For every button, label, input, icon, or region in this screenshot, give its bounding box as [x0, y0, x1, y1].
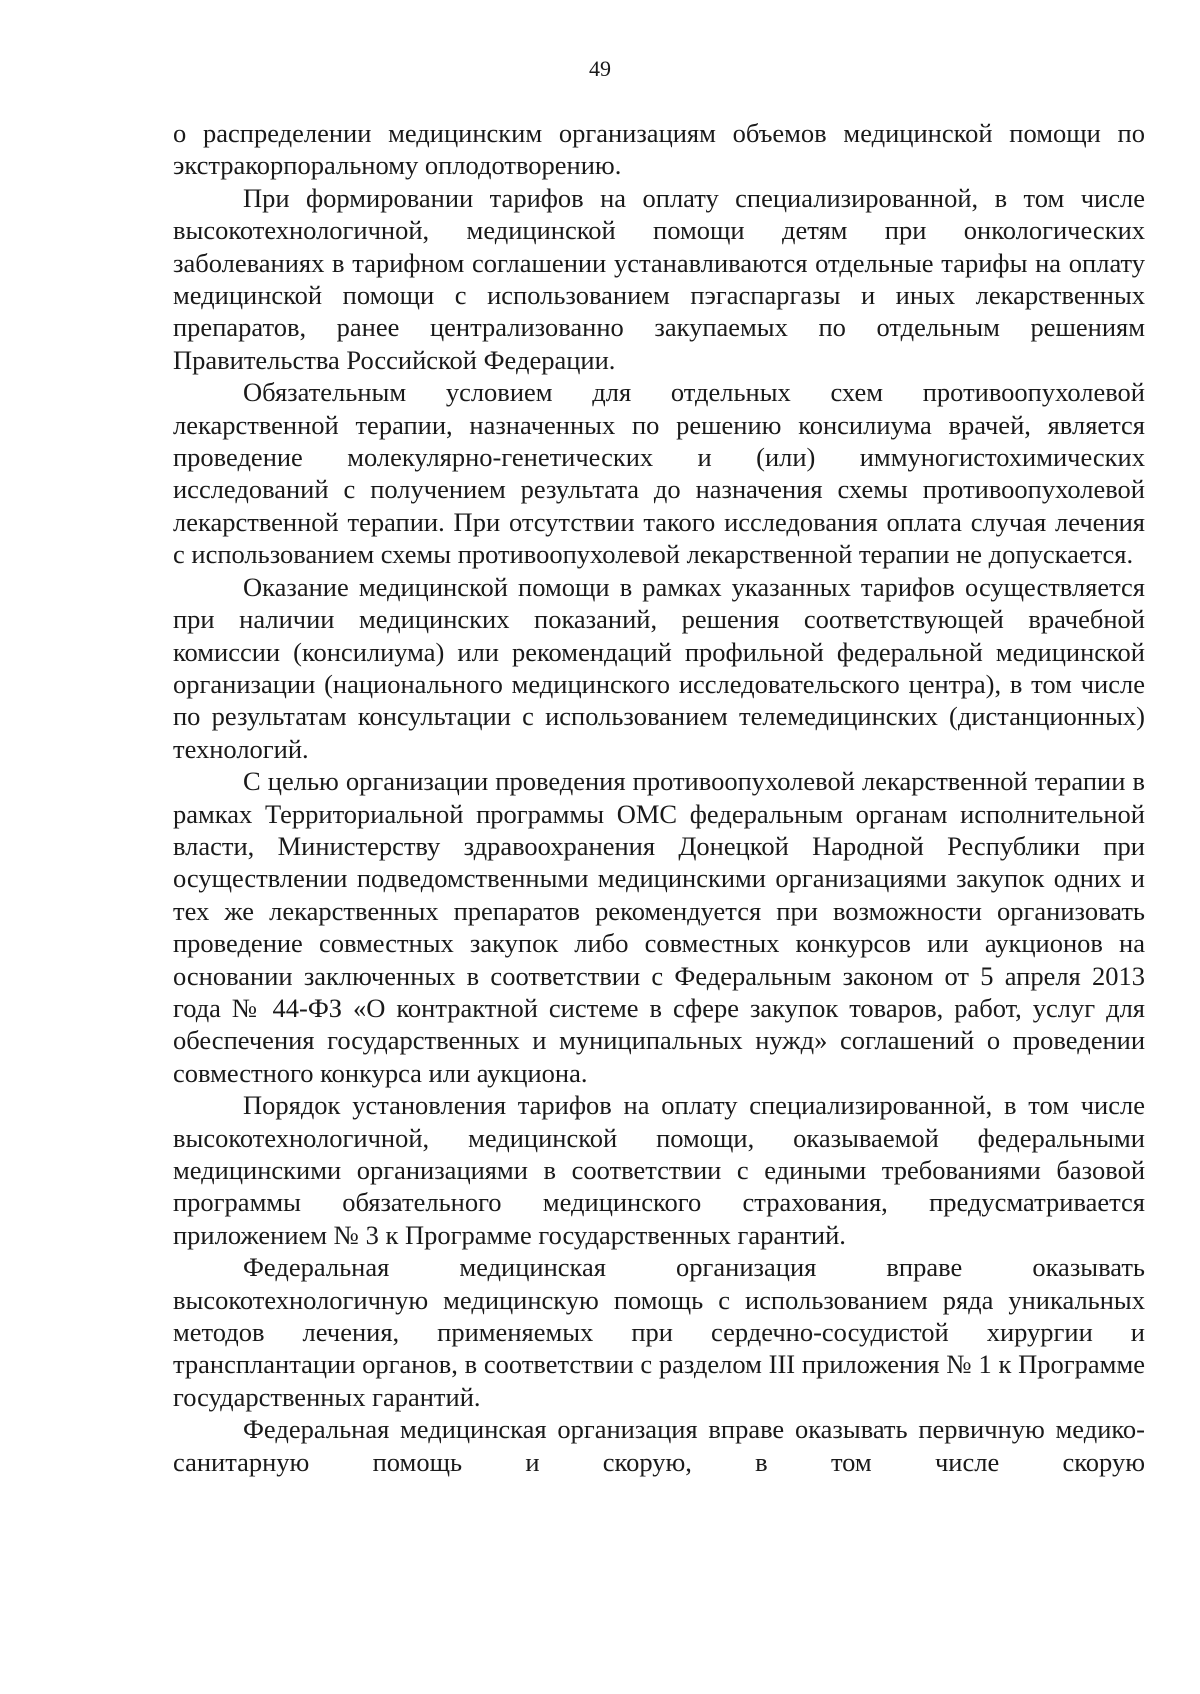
- paragraph-joint-procurement: С целью организации проведения противоопухолевой лекарственной терапии в рамках Территориальной программы ОМС федеральным органам исполнительной власти, Министерству здравоохранения Донецкой Народной Республики при осуществлении подведомственными медицинскими организациями закупок одних и тех же лекарственных препаратов рекомендуется при возможности организовать проведение совместных закупок либо совместных конкурсов или аукционов на основании заключенных в соответствии с Федеральным законом от 5 апреля 2013 года № 44-ФЗ «О контрактной системе в сфере закупок товаров, работ, услуг для обеспечения государственных и муниципальных нужд» соглашений о проведении совместного конкурса или аукциона.: [173, 766, 1145, 1088]
- paragraph-tariffs-children-oncology: При формировании тарифов на оплату специализированной, в том числе высокотехнологичной, медицинской помощи детям при онкологических заболеваниях в тарифном соглашении устанавливаются отдельные тарифы на оплату медицинской помощи с использованием пэгаспаргазы и иных лекарственных препаратов, ранее централизованно закупаемых по отдельным решениям Правительства Российской Федерации.: [173, 182, 1145, 375]
- paragraph-continuation: о распределении медицинским организациям объемов медицинской помощи по экстракорпоральному оплодотворению.: [173, 118, 1145, 181]
- paragraph-primary-care: Федеральная медицинская организация вправе оказывать первичную медико-санитарную помощь и скорую, в том числе скорую: [173, 1414, 1145, 1477]
- paragraph-unique-methods: Федеральная медицинская организация вправе оказывать высокотехнологичную медицинскую помощь с использованием ряда уникальных методов лечения, применяемых при сердечно-сосудистой хирургии и трансплантации органов, в соответствии с разделом III приложения № 1 к Программе государственных гарантий.: [173, 1252, 1145, 1412]
- paragraph-medical-indications: Оказание медицинской помощи в рамках указанных тарифов осуществляется при наличии медицинских показаний, решения соответствующей врачебной комиссии (консилиума) или рекомендаций профильной федеральной медицинской организации (национального медицинского исследовательского центра), в том числе по результатам консультации с использованием телемедицинских (дистанционных) технологий.: [173, 571, 1145, 764]
- paragraph-tariff-procedure: Порядок установления тарифов на оплату специализированной, в том числе высокотехнологичной, медицинской помощи, оказываемой федеральными медицинскими организациями в соответствии с едиными требованиями базовой программы обязательного медицинского страхования, предусматривается приложением № 3 к Программе государственных гарантий.: [173, 1090, 1145, 1250]
- paragraph-molecular-genetic-requirement: Обязательным условием для отдельных схем противоопухолевой лекарственной терапии, назначенных по решению консилиума врачей, является проведение молекулярно-генетических и (или) иммуногистохимических исследований с получением результата до назначения схемы противоопухолевой лекарственной терапии. При отсутствии такого исследования оплата случая лечения с использованием схемы противоопухолевой лекарственной терапии не допускается.: [173, 377, 1145, 570]
- document-body: [173, 117, 1145, 1478]
- page-number: 49: [589, 56, 611, 81]
